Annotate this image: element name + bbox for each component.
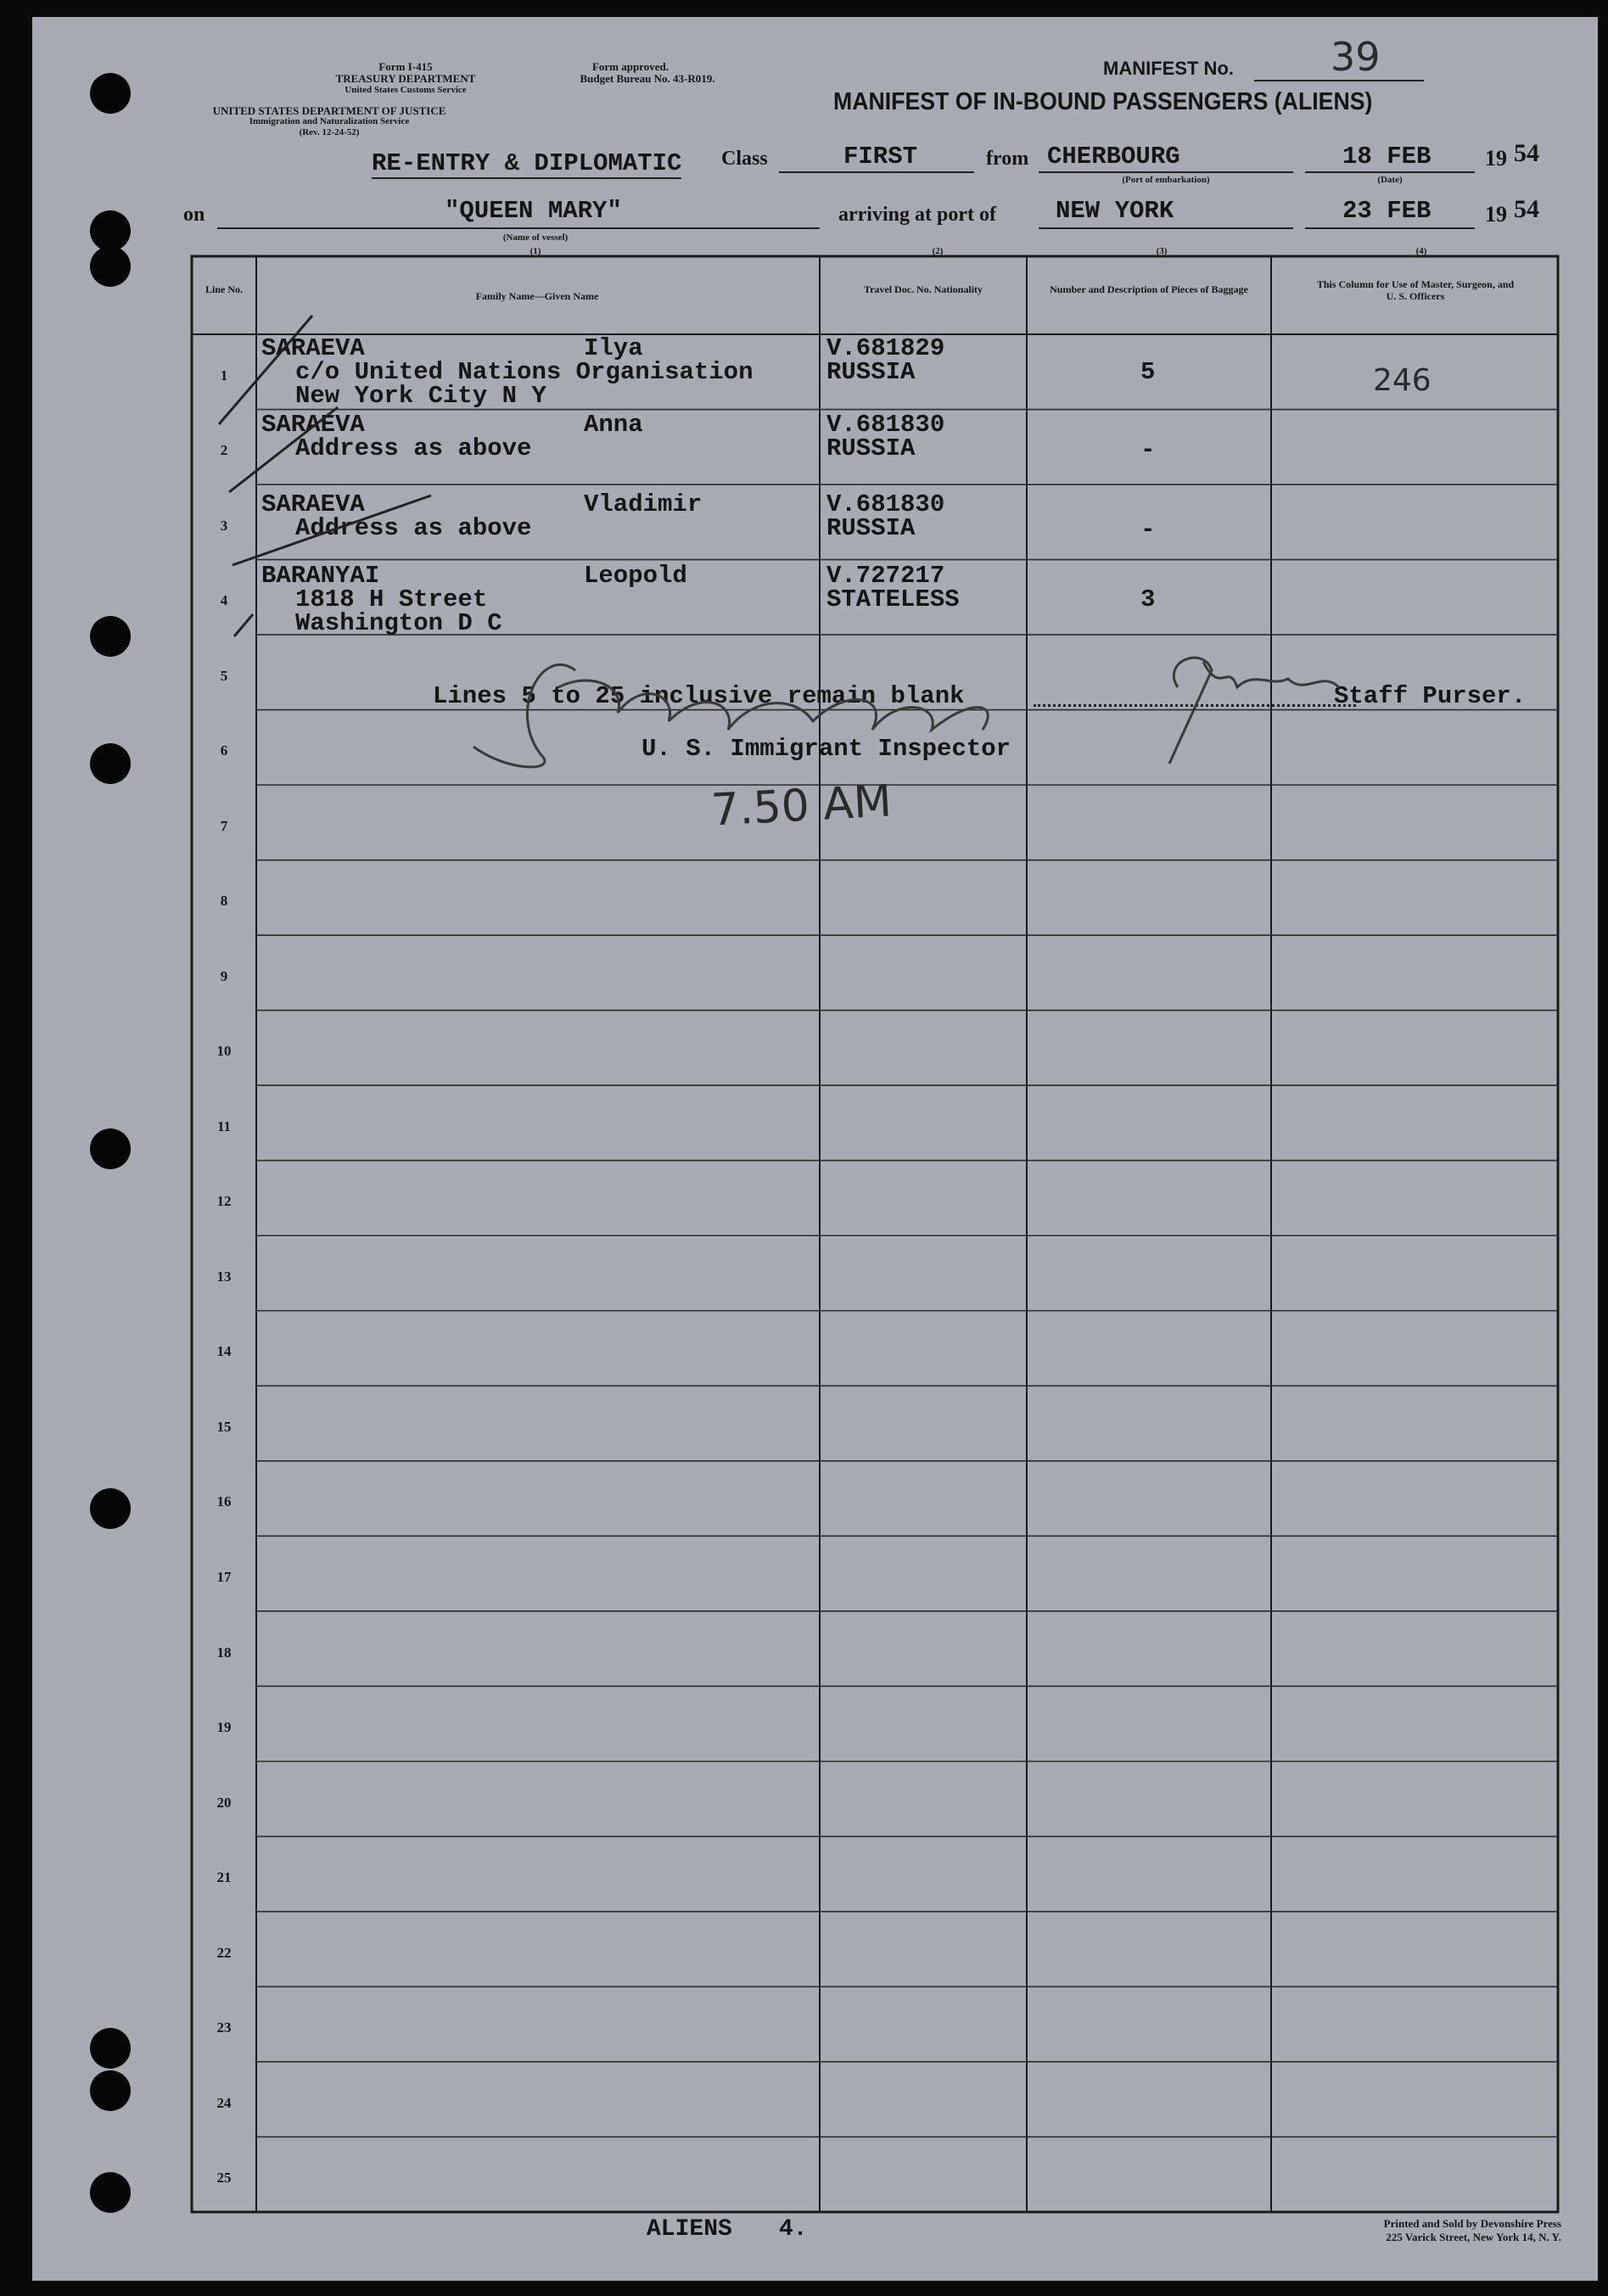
- travel-doc: V.681830: [826, 490, 945, 518]
- line-number: 23: [216, 2019, 232, 2036]
- family-name: BARANYAI: [261, 562, 380, 590]
- nationality: RUSSIA: [826, 434, 916, 462]
- manifest-number: 39: [1331, 34, 1381, 80]
- address-line: 1818 H Street: [295, 585, 488, 613]
- arriving-label: arriving at port of: [838, 204, 996, 226]
- family-name: SARAEVA: [261, 411, 365, 439]
- port-embarkation: CHERBOURG: [1047, 143, 1180, 171]
- col-header-travel-doc: Travel Doc. No. Nationality: [863, 283, 983, 295]
- aliens-footer: ALIENS: [647, 2216, 732, 2243]
- given-name: Ilya: [584, 334, 643, 362]
- nationality: STATELESS: [826, 585, 960, 613]
- travel-doc: V.681829: [826, 334, 945, 362]
- class-value: FIRST: [843, 143, 918, 171]
- line-number: 2: [220, 442, 228, 459]
- manifest-page: [32, 17, 1598, 2281]
- line-number: 15: [216, 1418, 232, 1435]
- line-number: 16: [216, 1493, 232, 1510]
- line-number: 12: [216, 1193, 232, 1210]
- year-prefix-2: 19: [1485, 202, 1507, 227]
- category: RE-ENTRY & DIPLOMATIC: [372, 149, 682, 177]
- depart-year: 54: [1514, 139, 1539, 167]
- address-line: Address as above: [295, 434, 532, 462]
- manifest-label: MANIFEST No.: [1103, 58, 1234, 79]
- line-number: 7: [220, 817, 228, 834]
- col-header-officers: This Column for Use of Master, Surgeon, and U. S. Officers: [1316, 278, 1515, 302]
- travel-doc: V.727217: [826, 562, 945, 590]
- printer-line-2: 225 Varick Street, New York 14, N. Y.: [1386, 2231, 1561, 2243]
- col-num-4: (4): [1415, 246, 1427, 256]
- address-line: New York City N Y: [295, 382, 546, 410]
- line-number: 25: [216, 2170, 232, 2187]
- line-number: 20: [216, 1794, 232, 1811]
- ins: Immigration and Naturalization Service: [249, 116, 410, 126]
- address-line: Address as above: [295, 514, 532, 542]
- line-number: 3: [220, 517, 228, 534]
- baggage-count: -: [1140, 516, 1156, 544]
- given-name: Vladimir: [584, 490, 703, 518]
- line-number: 5: [220, 667, 228, 684]
- line-number: 24: [216, 2094, 232, 2111]
- col-header-name: Family Name—Given Name: [475, 290, 599, 302]
- from-label: from: [986, 148, 1029, 170]
- budget-bureau: Budget Bureau No. 43-R019.: [580, 72, 715, 85]
- manifest-title: MANIFEST OF IN-BOUND PASSENGERS (ALIENS): [833, 88, 1373, 115]
- line-number: 17: [216, 1569, 232, 1585]
- line-number: 10: [216, 1043, 232, 1060]
- inspector-label: U. S. Immigrant Inspector: [642, 735, 1011, 763]
- arrival-port: NEW YORK: [1056, 197, 1174, 225]
- class-label: Class: [721, 148, 768, 170]
- address-line: Washington D C: [295, 609, 502, 637]
- family-name: SARAEVA: [261, 490, 365, 518]
- col-header-line-no: Line No.: [205, 283, 243, 295]
- purser-label: Staff Purser.: [1334, 682, 1527, 710]
- line-number: 9: [220, 967, 228, 984]
- given-name: Leopold: [584, 562, 687, 590]
- officer-note: 246: [1373, 363, 1432, 398]
- line-number: 1: [220, 367, 228, 384]
- form-number: Form I-415: [378, 60, 433, 73]
- purser-signature: [32, 17, 1598, 2281]
- vessel-name: "QUEEN MARY": [445, 197, 622, 225]
- printer-line-1: Printed and Sold by Devonshire Press: [1383, 2217, 1561, 2230]
- vessel-caption: (Name of vessel): [502, 232, 569, 243]
- baggage-count: 3: [1140, 585, 1156, 613]
- col-num-2: (2): [932, 246, 944, 256]
- given-name: Anna: [584, 411, 643, 439]
- port-embarkation-caption: (Port of embarkation): [1122, 175, 1210, 185]
- nationality: RUSSIA: [826, 358, 916, 386]
- travel-doc: V.681830: [826, 411, 945, 439]
- aliens-count: 4.: [779, 2216, 808, 2243]
- year-prefix: 19: [1485, 146, 1507, 171]
- arrival-year: 54: [1514, 195, 1539, 223]
- nationality: RUSSIA: [826, 514, 916, 542]
- baggage-count: -: [1140, 436, 1156, 464]
- date-caption: (Date): [1377, 175, 1403, 185]
- line-number: 14: [216, 1343, 232, 1360]
- on-label: on: [183, 204, 205, 226]
- line-number: 22: [216, 1944, 232, 1961]
- baggage-count: 5: [1140, 358, 1156, 386]
- family-name: SARAEVA: [261, 334, 365, 362]
- arrival-date: 23 FEB: [1342, 197, 1432, 225]
- handwritten-time: 7.50 AM: [709, 776, 894, 837]
- line-number: 8: [220, 893, 228, 910]
- col-header-baggage: Number and Description of Pieces of Baggage: [1050, 283, 1248, 295]
- line-number: 13: [216, 1268, 232, 1285]
- department: TREASURY DEPARTMENT: [335, 72, 476, 85]
- justice-department: UNITED STATES DEPARTMENT OF JUSTICE: [212, 104, 446, 117]
- form-approved: Form approved.: [591, 60, 670, 73]
- line-number: 21: [216, 1869, 232, 1886]
- col-num-1: (1): [529, 246, 541, 256]
- line-number: 4: [220, 592, 228, 609]
- blank-lines-note: Lines 5 to 25 inclusive remain blank: [433, 682, 965, 710]
- line-number: 19: [216, 1719, 232, 1736]
- line-number: 18: [216, 1644, 232, 1660]
- service: United States Customs Service: [345, 85, 467, 95]
- line-number: 11: [216, 1117, 232, 1134]
- line-number: 6: [220, 742, 228, 759]
- address-line: c/o United Nations Organisation: [295, 358, 754, 386]
- revision: (Rev. 12-24-52): [299, 127, 360, 137]
- depart-date: 18 FEB: [1342, 143, 1432, 171]
- col-num-3: (3): [1156, 246, 1168, 256]
